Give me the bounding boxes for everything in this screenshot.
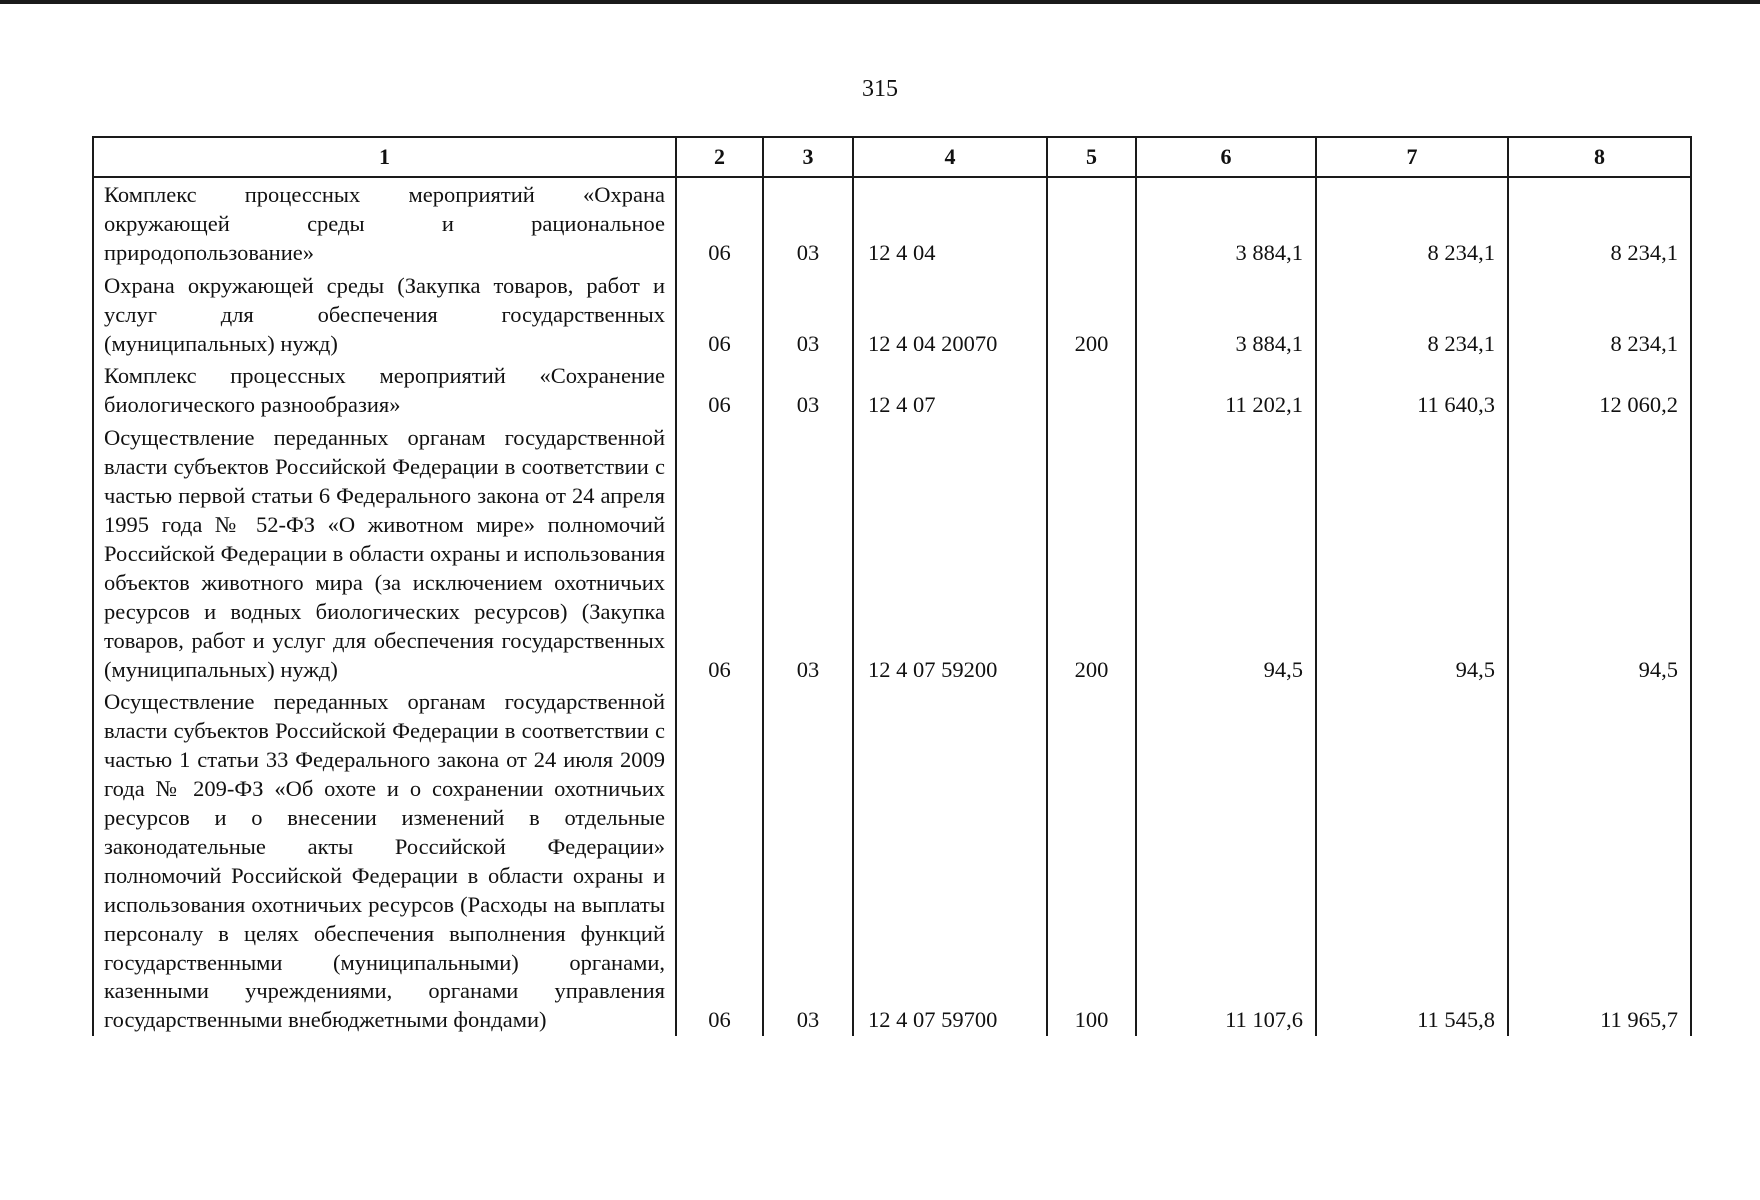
row-name: Осуществление переданных органам государственной власти субъектов Российской Федерации в соответствии с частью 1 статьи 33 Федерального закона от 24 июля 2009 года № 209-ФЗ «Об охоте и о сохранении охотничьих ресурсов и о внесении изменений в отдельные законодательные акты Российской Федерации» полномочий Российской Федерации в области охраны и использования охотничьих ресурсов (Расходы на выплаты персоналу в целях обеспечения выполнения функций государственными (муниципальными) органами, казенными учреждениями, органами управления государственными внебюджетными фондами) — [93, 685, 676, 1036]
row-section: 06 — [676, 269, 763, 360]
row-section: 06 — [676, 685, 763, 1036]
row-subsection: 03 — [763, 685, 853, 1036]
row-amount-col7: 11 545,8 — [1316, 685, 1508, 1036]
row-amount-col6: 3 884,1 — [1136, 177, 1316, 269]
column-header-6: 6 — [1136, 137, 1316, 177]
row-target-article: 12 4 04 20070 — [853, 269, 1047, 360]
row-target-article: 12 4 07 59200 — [853, 421, 1047, 685]
row-expense-type — [1047, 359, 1136, 421]
row-section: 06 — [676, 421, 763, 685]
row-amount-col8: 12 060,2 — [1508, 359, 1691, 421]
row-amount-col6: 3 884,1 — [1136, 269, 1316, 360]
row-expense-type: 100 — [1047, 685, 1136, 1036]
table-row — [93, 685, 1691, 1036]
row-section: 06 — [676, 177, 763, 269]
budget-allocation-table — [92, 136, 1692, 1036]
row-amount-col6: 11 202,1 — [1136, 359, 1316, 421]
row-amount-col7: 94,5 — [1316, 421, 1508, 685]
row-subsection: 03 — [763, 177, 853, 269]
row-amount-col6: 94,5 — [1136, 421, 1316, 685]
row-expense-type — [1047, 177, 1136, 269]
table-row — [93, 177, 1691, 269]
table-row — [93, 359, 1691, 421]
row-amount-col8: 8 234,1 — [1508, 269, 1691, 360]
row-name: Комплекс процессных мероприятий «Охрана окружающей среды и рациональное природопользование» — [93, 177, 676, 269]
column-header-2: 2 — [676, 137, 763, 177]
column-header-8: 8 — [1508, 137, 1691, 177]
column-header-1: 1 — [93, 137, 676, 177]
row-target-article: 12 4 07 59700 — [853, 685, 1047, 1036]
row-amount-col7: 11 640,3 — [1316, 359, 1508, 421]
row-target-article: 12 4 07 — [853, 359, 1047, 421]
row-expense-type: 200 — [1047, 269, 1136, 360]
top-border-rule — [0, 0, 1760, 4]
row-name: Охрана окружающей среды (Закупка товаров, работ и услуг для обеспечения государственных (муниципальных) нужд) — [93, 269, 676, 360]
row-amount-col7: 8 234,1 — [1316, 269, 1508, 360]
table-row — [93, 269, 1691, 360]
column-header-7: 7 — [1316, 137, 1508, 177]
row-target-article: 12 4 04 — [853, 177, 1047, 269]
row-subsection: 03 — [763, 359, 853, 421]
column-header-4: 4 — [853, 137, 1047, 177]
row-name: Осуществление переданных органам государственной власти субъектов Российской Федерации в соответствии с частью первой статьи 6 Федерального закона от 24 апреля 1995 года № 52-ФЗ «О животном мире» полномочий Российской Федерации в области охраны и использования объектов животного мира (за исключением охотничьих ресурсов и водных биологических ресурсов) (Закупка товаров, работ и услуг для обеспечения государственных (муниципальных) нужд) — [93, 421, 676, 685]
row-expense-type: 200 — [1047, 421, 1136, 685]
header-row — [93, 137, 1691, 177]
table-header — [93, 137, 1691, 177]
table-row — [93, 421, 1691, 685]
column-header-5: 5 — [1047, 137, 1136, 177]
table-body — [93, 177, 1691, 1036]
row-amount-col8: 11 965,7 — [1508, 685, 1691, 1036]
row-amount-col7: 8 234,1 — [1316, 177, 1508, 269]
row-subsection: 03 — [763, 421, 853, 685]
row-name: Комплекс процессных мероприятий «Сохранение биологического разнообразия» — [93, 359, 676, 421]
column-header-3: 3 — [763, 137, 853, 177]
page-number: 315 — [862, 76, 898, 102]
row-amount-col8: 8 234,1 — [1508, 177, 1691, 269]
row-subsection: 03 — [763, 269, 853, 360]
row-section: 06 — [676, 359, 763, 421]
row-amount-col6: 11 107,6 — [1136, 685, 1316, 1036]
row-amount-col8: 94,5 — [1508, 421, 1691, 685]
